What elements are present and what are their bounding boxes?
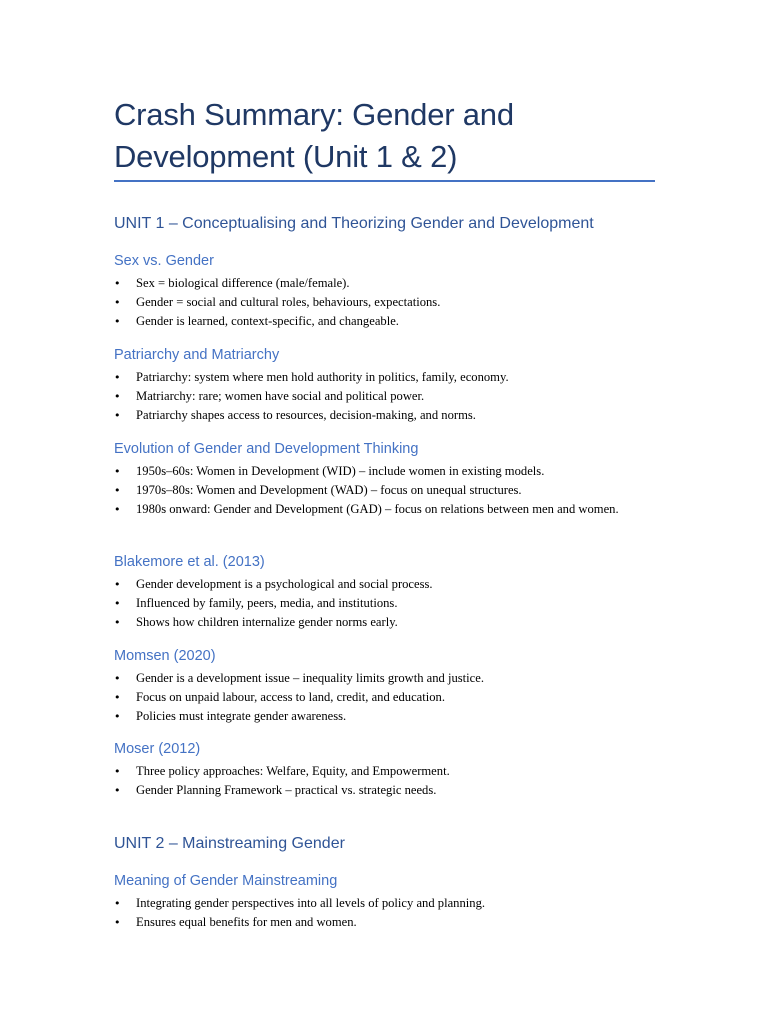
unit2-heading: UNIT 2 – Mainstreaming Gender xyxy=(114,835,345,852)
bullet-icon: • xyxy=(114,897,121,910)
bullet-list-blakemore xyxy=(114,575,654,633)
bullet-list-momsen xyxy=(114,669,654,727)
bullet-icon: • xyxy=(114,597,121,611)
list-item: • Patriarchy: system where men hold authority in politics, family, economy. xyxy=(114,368,654,387)
bullet-icon: • xyxy=(114,409,121,423)
list-item: • Integrating gender perspectives into all levels of policy and planning. xyxy=(114,894,654,913)
document-title: Crash Summary: Gender and Development (Unit 1 & 2) xyxy=(114,97,514,174)
bullet-icon: • xyxy=(114,371,121,384)
list-item: • Influenced by family, peers, media, and institutions. xyxy=(114,594,654,613)
section-heading-evolution: Evolution of Gender and Development Thinking xyxy=(114,441,419,457)
bullet-icon: • xyxy=(114,710,121,724)
list-item: • Gender = social and cultural roles, behaviours, expectations. xyxy=(114,293,654,312)
bullet-icon: • xyxy=(114,465,121,478)
bullet-icon: • xyxy=(114,578,121,591)
bullet-icon: • xyxy=(114,484,121,498)
list-item: • Ensures equal benefits for men and women. xyxy=(114,913,654,932)
list-item: • Three policy approaches: Welfare, Equity, and Empowerment. xyxy=(114,762,654,781)
title-underline xyxy=(114,180,655,182)
list-item: • Gender is learned, context-specific, and changeable. xyxy=(114,312,654,331)
list-item: • Gender is a development issue – inequality limits growth and justice. xyxy=(114,669,654,688)
bullet-icon: • xyxy=(114,691,121,705)
bullet-icon: • xyxy=(114,315,121,329)
bullet-list-moser xyxy=(114,762,654,800)
list-item: • 1980s onward: Gender and Development (GAD) – focus on relations between men and women. xyxy=(114,500,654,519)
bullet-list-evolution xyxy=(114,462,654,520)
section-heading-blakemore: Blakemore et al. (2013) xyxy=(114,554,265,570)
section-heading-momsen: Momsen (2020) xyxy=(114,648,216,664)
unit1-heading: UNIT 1 – Conceptualising and Theorizing Gender and Development xyxy=(114,215,594,232)
bullet-icon: • xyxy=(114,390,121,404)
section-heading-patriarchy: Patriarchy and Matriarchy xyxy=(114,347,280,363)
bullet-list-mainstreaming xyxy=(114,894,654,932)
section-heading-moser: Moser (2012) xyxy=(114,741,201,757)
list-item: • Matriarchy: rare; women have social and political power. xyxy=(114,387,654,406)
section-heading-mainstreaming: Meaning of Gender Mainstreaming xyxy=(114,873,338,889)
bullet-icon: • xyxy=(114,296,121,310)
list-item: • Policies must integrate gender awareness. xyxy=(114,707,654,726)
list-item: • Sex = biological difference (male/female). xyxy=(114,274,654,293)
list-item: • Gender development is a psychological and social process. xyxy=(114,575,654,594)
list-item: • Focus on unpaid labour, access to land, credit, and education. xyxy=(114,688,654,707)
bullet-list-patriarchy xyxy=(114,368,654,426)
list-item: • Patriarchy shapes access to resources, decision-making, and norms. xyxy=(114,406,654,425)
list-item: • Shows how children internalize gender norms early. xyxy=(114,613,654,632)
bullet-icon: • xyxy=(114,916,121,930)
list-item: • 1970s–80s: Women and Development (WAD) – focus on unequal structures. xyxy=(114,481,654,500)
bullet-list-sex-vs-gender xyxy=(114,274,654,332)
bullet-icon: • xyxy=(114,277,121,290)
bullet-icon: • xyxy=(114,503,121,517)
bullet-icon: • xyxy=(114,672,121,685)
bullet-icon: • xyxy=(114,784,121,798)
bullet-icon: • xyxy=(114,616,121,630)
bullet-icon: • xyxy=(114,765,121,778)
list-item: • 1950s–60s: Women in Development (WID) – include women in existing models. xyxy=(114,462,654,481)
section-heading-sex-vs-gender: Sex vs. Gender xyxy=(114,253,214,269)
list-item: • Gender Planning Framework – practical vs. strategic needs. xyxy=(114,781,654,800)
